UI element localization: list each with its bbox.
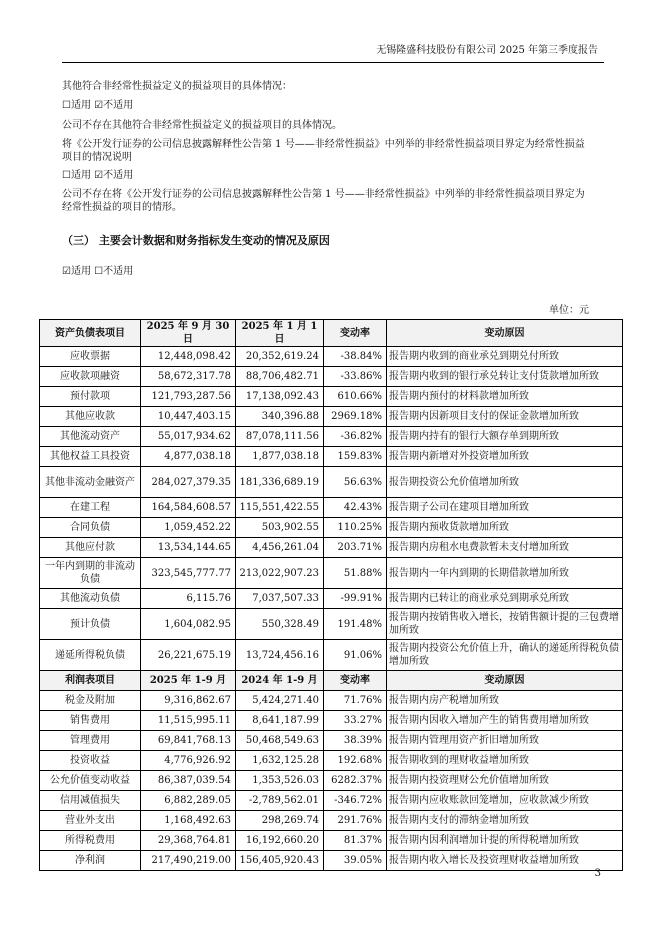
prior-value-cell: 7,037,507.33 <box>236 589 324 609</box>
change-reason-cell: 报告期内支付的滞纳金增加所致 <box>387 811 623 831</box>
table-row <box>40 589 623 609</box>
change-reason-cell: 报告期内因新项目支付的保证金款增加所致 <box>387 407 623 427</box>
item-name-cell: 信用减值损失 <box>40 791 141 811</box>
change-rate-cell: 42.43% <box>324 498 387 518</box>
unit-label: 单位：元 <box>549 305 589 316</box>
table-row <box>40 467 623 498</box>
change-rate-cell: 110.25% <box>324 518 387 538</box>
current-value-cell: 10,447,403.15 <box>141 407 236 427</box>
current-value-cell: 4,776,926.92 <box>141 751 236 771</box>
change-rate-cell: 71.76% <box>324 691 387 711</box>
prior-value-cell: 156,405,920.43 <box>236 851 324 871</box>
item-name-cell: 其他应付款 <box>40 538 141 558</box>
current-value-cell: 323,545,777.77 <box>141 558 236 589</box>
current-value-cell: 6,882,289.05 <box>141 791 236 811</box>
item-name-cell: 税金及附加 <box>40 691 141 711</box>
prior-value-cell: 181,336,689.19 <box>236 467 324 498</box>
change-rate-cell: -33.86% <box>324 367 387 387</box>
current-value-cell: 1,604,082.95 <box>141 609 236 640</box>
current-value-cell: 1,059,452.22 <box>141 518 236 538</box>
prior-value-cell: 115,551,422.55 <box>236 498 324 518</box>
change-rate-cell: 91.06% <box>324 640 387 671</box>
table-row <box>40 518 623 538</box>
change-reason-cell: 报告期内房租水电费款暂未支付增加所致 <box>387 538 623 558</box>
change-reason-cell: 报告期内预收货款增加所致 <box>387 518 623 538</box>
header-divider <box>62 62 604 63</box>
current-value-cell: 69,841,768.13 <box>141 731 236 751</box>
column-header: 变动率 <box>324 320 387 347</box>
applicable-checkbox-2: ☐适用 ☑不适用 <box>62 170 134 181</box>
change-rate-cell: -38.84% <box>324 347 387 367</box>
prior-value-cell: 1,353,526.03 <box>236 771 324 791</box>
item-name-cell: 公允价值变动收益 <box>40 771 141 791</box>
table-row <box>40 407 623 427</box>
change-rate-cell: 33.27% <box>324 711 387 731</box>
column-header: 2025 年 1 月 1 日 <box>236 320 324 347</box>
item-name-cell: 投资收益 <box>40 751 141 771</box>
change-reason-cell: 报告期收到的理财收益增加所致 <box>387 751 623 771</box>
change-rate-cell: 159.83% <box>324 447 387 467</box>
item-name-cell: 所得税费用 <box>40 831 141 851</box>
change-reason-cell: 报告期内收到的商业承兑到期兑付所致 <box>387 347 623 367</box>
table-header-row <box>40 320 623 347</box>
column-header: 2024 年 1-9 月 <box>236 671 324 691</box>
current-value-cell: 29,368,764.81 <box>141 831 236 851</box>
table-row <box>40 640 623 671</box>
intro-line-4b: 经常性损益的项目的情形。 <box>62 202 182 213</box>
current-value-cell: 58,672,317.78 <box>141 367 236 387</box>
prior-value-cell: 50,468,549.63 <box>236 731 324 751</box>
change-reason-cell: 报告期内应收账款回笼增加，应收款减少所致 <box>387 791 623 811</box>
change-rate-cell: 191.48% <box>324 609 387 640</box>
item-name-cell: 其他应收款 <box>40 407 141 427</box>
prior-value-cell: 16,192,660.20 <box>236 831 324 851</box>
change-reason-cell: 报告期内按销售收入增长，按销售额计提的三包费增加所致 <box>387 609 623 640</box>
prior-value-cell: 1,877,038.18 <box>236 447 324 467</box>
current-value-cell: 11,515,995.11 <box>141 711 236 731</box>
item-name-cell: 其他流动资产 <box>40 427 141 447</box>
column-header: 2025 年 1-9 月 <box>141 671 236 691</box>
change-rate-cell: 291.76% <box>324 811 387 831</box>
change-reason-cell: 报告期内因收入增加产生的销售费用增加所致 <box>387 711 623 731</box>
prior-value-cell: 13,724,456.16 <box>236 640 324 671</box>
table-row <box>40 851 623 871</box>
change-rate-cell: 6282.37% <box>324 771 387 791</box>
intro-line-1: 其他符合非经常性损益定义的损益项目的具体情况： <box>62 81 292 92</box>
current-value-cell: 121,793,287.56 <box>141 387 236 407</box>
applicable-checkbox-3: ☑适用 ☐不适用 <box>62 266 134 277</box>
prior-value-cell: -2,789,562.01 <box>236 791 324 811</box>
change-rate-cell: 2969.18% <box>324 407 387 427</box>
intro-line-4a: 公司不存在将《公开发行证券的公司信息披露解释性公告第 1 号——非经常性损益》中列举的非经常性损益项目界定为 <box>62 189 585 200</box>
table-row <box>40 427 623 447</box>
table-row <box>40 791 623 811</box>
item-name-cell: 应收款项融资 <box>40 367 141 387</box>
item-name-cell: 营业外支出 <box>40 811 141 831</box>
item-name-cell: 其他非流动金融资产 <box>40 467 141 498</box>
table-row <box>40 811 623 831</box>
change-rate-cell: 203.71% <box>324 538 387 558</box>
prior-value-cell: 88,706,482.71 <box>236 367 324 387</box>
prior-value-cell: 17,138,092.43 <box>236 387 324 407</box>
change-reason-cell: 报告期内收到的银行承兑转让支付货款增加所致 <box>387 367 623 387</box>
current-value-cell: 86,387,039.54 <box>141 771 236 791</box>
item-name-cell: 递延所得税负债 <box>40 640 141 671</box>
change-reason-cell: 报告期投资公允价值增加所致 <box>387 467 623 498</box>
change-reason-cell: 报告期内持有的银行大额存单到期所致 <box>387 427 623 447</box>
financial-change-table <box>39 319 623 871</box>
prior-value-cell: 298,269.74 <box>236 811 324 831</box>
table-row <box>40 498 623 518</box>
change-reason-cell: 报告期内投资理财公允价值增加所致 <box>387 771 623 791</box>
prior-value-cell: 20,352,619.24 <box>236 347 324 367</box>
change-rate-cell: 39.05% <box>324 851 387 871</box>
table-row <box>40 609 623 640</box>
change-rate-cell: -36.82% <box>324 427 387 447</box>
change-rate-cell: 38.39% <box>324 731 387 751</box>
item-name-cell: 销售费用 <box>40 711 141 731</box>
prior-value-cell: 213,022,907.23 <box>236 558 324 589</box>
change-reason-cell: 报告期内一年内到期的长期借款增加所致 <box>387 558 623 589</box>
item-name-cell: 管理费用 <box>40 731 141 751</box>
change-rate-cell: 51.88% <box>324 558 387 589</box>
column-header: 利润表项目 <box>40 671 141 691</box>
change-rate-cell: 81.37% <box>324 831 387 851</box>
item-name-cell: 合同负债 <box>40 518 141 538</box>
current-value-cell: 6,115.76 <box>141 589 236 609</box>
current-value-cell: 26,221,675.19 <box>141 640 236 671</box>
current-value-cell: 13,534,144.65 <box>141 538 236 558</box>
column-header: 变动率 <box>324 671 387 691</box>
current-value-cell: 9,316,862.67 <box>141 691 236 711</box>
prior-value-cell: 503,902.55 <box>236 518 324 538</box>
prior-value-cell: 87,078,111.56 <box>236 427 324 447</box>
column-header: 变动原因 <box>387 320 623 347</box>
item-name-cell: 应收票据 <box>40 347 141 367</box>
intro-line-3b: 项目的情况说明 <box>62 152 132 163</box>
page-number: 3 <box>594 868 601 879</box>
change-rate-cell: 610.66% <box>324 387 387 407</box>
change-reason-cell: 报告期内管理用资产折旧增加所致 <box>387 731 623 751</box>
change-reason-cell: 报告期内新增对外投资增加所致 <box>387 447 623 467</box>
change-reason-cell: 报告期内因利润增加计提的所得税增加所致 <box>387 831 623 851</box>
table-header-row <box>40 671 623 691</box>
table-row <box>40 367 623 387</box>
section-title: （三） 主要会计数据和财务指标发生变动的情况及原因 <box>62 234 330 247</box>
item-name-cell: 预计负债 <box>40 609 141 640</box>
change-reason-cell: 报告期内已转让的商业承兑到期承兑所致 <box>387 589 623 609</box>
change-reason-cell: 报告期内投资公允价值上升，确认的递延所得税负债增加所致 <box>387 640 623 671</box>
change-reason-cell: 报告期内收入增长及投资理财收益增加所致 <box>387 851 623 871</box>
column-header: 变动原因 <box>387 671 623 691</box>
current-value-cell: 12,448,098.42 <box>141 347 236 367</box>
prior-value-cell: 1,632,125.28 <box>236 751 324 771</box>
table-row <box>40 711 623 731</box>
current-value-cell: 55,017,934.62 <box>141 427 236 447</box>
change-rate-cell: 56.63% <box>324 467 387 498</box>
item-name-cell: 预付款项 <box>40 387 141 407</box>
prior-value-cell: 4,456,261.04 <box>236 538 324 558</box>
table-row <box>40 538 623 558</box>
column-header: 资产负债表项目 <box>40 320 141 347</box>
table-row <box>40 447 623 467</box>
table-row <box>40 831 623 851</box>
table-row <box>40 751 623 771</box>
column-header: 2025 年 9 月 30 日 <box>141 320 236 347</box>
current-value-cell: 1,168,492.63 <box>141 811 236 831</box>
table-row <box>40 387 623 407</box>
change-reason-cell: 报告期子公司在建项目增加所致 <box>387 498 623 518</box>
prior-value-cell: 5,424,271.40 <box>236 691 324 711</box>
item-name-cell: 其他流动负债 <box>40 589 141 609</box>
table-row <box>40 771 623 791</box>
table-row <box>40 731 623 751</box>
current-value-cell: 4,877,038.18 <box>141 447 236 467</box>
current-value-cell: 217,490,219.00 <box>141 851 236 871</box>
report-header-title: 无锡隆盛科技股份有限公司 2025 年第三季度报告 <box>376 45 598 56</box>
item-name-cell: 其他权益工具投资 <box>40 447 141 467</box>
change-reason-cell: 报告期内房产税增加所致 <box>387 691 623 711</box>
table-row <box>40 558 623 589</box>
prior-value-cell: 340,396.88 <box>236 407 324 427</box>
intro-line-2: 公司不存在其他符合非经常性损益定义的损益项目的具体情况。 <box>62 120 342 131</box>
intro-line-3a: 将《公开发行证券的公司信息披露解释性公告第 1 号——非经常性损益》中列举的非经常性损益项目界定为经常性损益 <box>62 139 585 150</box>
change-rate-cell: -99.91% <box>324 589 387 609</box>
item-name-cell: 在建工程 <box>40 498 141 518</box>
prior-value-cell: 550,328.49 <box>236 609 324 640</box>
applicable-checkbox-1: ☐适用 ☑不适用 <box>62 100 134 111</box>
current-value-cell: 164,584,608.57 <box>141 498 236 518</box>
current-value-cell: 284,027,379.35 <box>141 467 236 498</box>
table-row <box>40 691 623 711</box>
change-rate-cell: -346.72% <box>324 791 387 811</box>
change-reason-cell: 报告期内预付的材料款增加所致 <box>387 387 623 407</box>
item-name-cell: 净利润 <box>40 851 141 871</box>
prior-value-cell: 8,641,187.99 <box>236 711 324 731</box>
item-name-cell: 一年内到期的非流动负债 <box>40 558 141 589</box>
change-rate-cell: 192.68% <box>324 751 387 771</box>
table-row <box>40 347 623 367</box>
